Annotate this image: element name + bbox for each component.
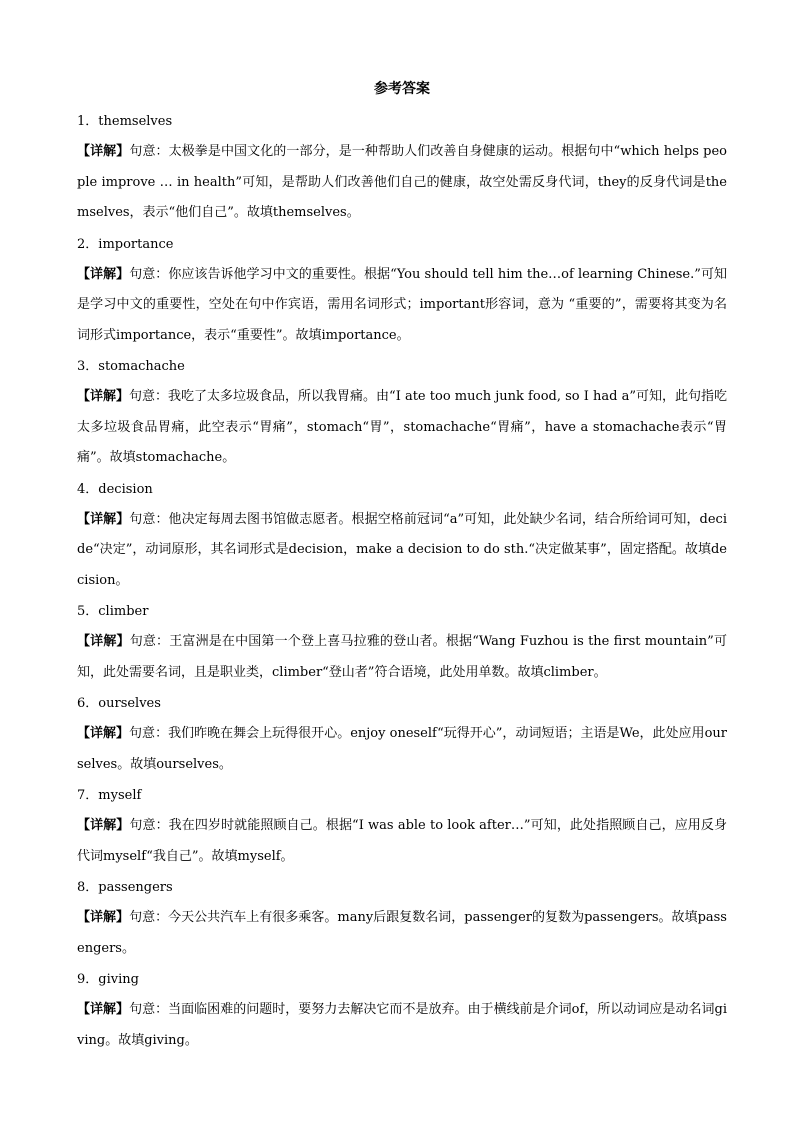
page-title: 参考答案 <box>374 81 430 97</box>
answer-item-5 <box>77 596 727 688</box>
answer-item-6 <box>77 688 727 780</box>
answer-explanation <box>77 995 727 1056</box>
explanation-text: 句意：我吃了太多垃圾食品，所以我胃痛。由“I ate too much junk food, so I had a”可知，此句指吃太多垃圾食品胃痛，此空表示“胃痛”，stomach“胃”，stomachache“胃痛”，have a stomachache表示“胃痛”。故填stomachache。 <box>77 389 727 465</box>
answer-word: climber <box>98 604 149 619</box>
answer-item-9 <box>77 964 727 1056</box>
answer-item-7 <box>77 780 727 872</box>
answer-heading <box>77 872 727 903</box>
explanation-text: 句意：太极拳是中国文化的一部分，是一种帮助人们改善自身健康的运动。根据句中“which helps people improve … in health”可知，是帮助人们改善他们自己的健康，故空处需反身代词，they的反身代词是themselves，表示“他们自己”。故填themselves。 <box>77 144 727 220</box>
answer-explanation <box>77 719 727 780</box>
answer-explanation <box>77 811 727 872</box>
answer-item-3 <box>77 351 727 474</box>
question-number: 6． <box>77 696 99 711</box>
explanation-text: 句意：我在四岁时就能照顾自己。根据“I was able to look after…”可知，此处指照顾自己，应用反身代词myself“我自己”。故填myself。 <box>77 818 727 864</box>
explanation-tag: 【详解】 <box>77 511 130 527</box>
question-number: 7． <box>77 788 99 803</box>
question-number: 9． <box>77 972 99 987</box>
answer-word: stomachache <box>98 359 185 374</box>
question-number: 4． <box>77 481 99 497</box>
answer-heading <box>77 596 727 627</box>
question-number: 5． <box>77 604 99 619</box>
answer-word: giving <box>98 972 139 987</box>
explanation-tag: 【详解】 <box>77 1002 130 1017</box>
answer-heading <box>77 351 727 382</box>
answer-explanation <box>77 260 727 352</box>
answer-heading <box>77 106 727 137</box>
question-number: 3． <box>77 359 99 374</box>
answer-explanation <box>77 137 727 229</box>
answer-item-2 <box>77 229 727 352</box>
explanation-text: 句意：你应该告诉他学习中文的重要性。根据“You should tell him the…of learning Chinese.”可知是学习中文的重要性，空处在句中作宾语，需用名词形式；important形容词，意为 “重要的”，需要将其变为名词形式importance，表示“重要性”。故填importance。 <box>77 266 727 343</box>
answer-word: passengers <box>98 880 173 895</box>
answer-explanation <box>77 382 727 474</box>
answer-page <box>77 76 727 1056</box>
answer-word: themselves <box>98 114 173 129</box>
answer-word: ourselves <box>98 696 161 711</box>
answer-explanation <box>77 903 727 964</box>
question-number: 8． <box>77 880 99 895</box>
question-number: 2． <box>77 236 99 252</box>
answer-item-1 <box>77 106 727 229</box>
explanation-tag: 【详解】 <box>77 144 130 159</box>
answer-item-8 <box>77 872 727 964</box>
explanation-tag: 【详解】 <box>77 726 130 741</box>
explanation-tag: 【详解】 <box>77 266 130 282</box>
explanation-tag: 【详解】 <box>77 818 130 833</box>
answer-heading <box>77 229 727 260</box>
answer-explanation <box>77 505 727 597</box>
explanation-tag: 【详解】 <box>77 634 130 649</box>
explanation-tag: 【详解】 <box>77 389 130 404</box>
explanation-text: 句意：今天公共汽车上有很多乘客。many后跟复数名词，passenger的复数为passengers。故填passengers。 <box>77 910 727 956</box>
question-number: 1． <box>77 114 99 129</box>
explanation-text: 句意：当面临困难的问题时，要努力去解决它而不是放弃。由于横线前是介词of，所以动词应是动名词giving。故填giving。 <box>77 1002 727 1048</box>
answer-heading <box>77 964 727 995</box>
answer-item-4 <box>77 474 727 597</box>
answer-heading <box>77 474 727 505</box>
answer-explanation <box>77 627 727 688</box>
answer-word: importance <box>98 236 174 252</box>
answer-word: decision <box>98 481 153 497</box>
explanation-text: 句意：他决定每周去图书馆做志愿者。根据空格前冠词“a”可知，此处缺少名词，结合所给词可知，decide“决定”，动词原形，其名词形式是decision，make a decision to do sth.“决定做某事”，固定搭配。故填decision。 <box>77 511 727 588</box>
answer-heading <box>77 688 727 719</box>
explanation-tag: 【详解】 <box>77 910 130 925</box>
explanation-text: 句意：王富洲是在中国第一个登上喜马拉雅的登山者。根据“Wang Fuzhou is the first mountain”可知，此处需要名词，且是职业类，climber“登山者”符合语境，此处用单数。故填climber。 <box>77 634 727 680</box>
answer-heading <box>77 780 727 811</box>
answer-word: myself <box>98 788 142 803</box>
explanation-text: 句意：我们昨晚在舞会上玩得很开心。enjoy oneself“玩得开心”，动词短语；主语是We，此处应用ourselves。故填ourselves。 <box>77 726 727 772</box>
